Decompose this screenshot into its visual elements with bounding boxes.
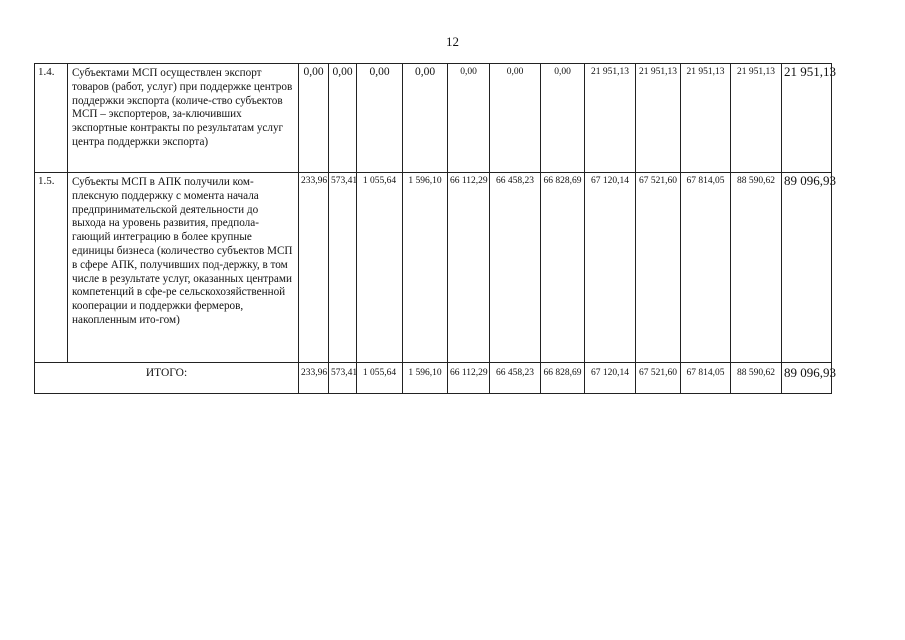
value-cell: 0,00 (403, 64, 448, 173)
table-row (35, 64, 832, 173)
value-cell: 89 096,93 (782, 173, 832, 363)
value-cell: 0,00 (299, 64, 329, 173)
total-value-cell: 1 055,64 (357, 363, 403, 394)
row-description: Субъекты МСП в АПК получили ком-плексную поддержку с момента начала предпринимательской деятельности до выхода на уровень развития, предпола-гающий интеграцию в более крупные единицы бизнеса (количество субъектов МСП в сфере АПК, получивших под-держку, в том числе в результате услуг, оказанных центрами компетенций в сфе-ре сельскохозяйственной кооперации и поддержки фермеров, накопленным ито-гом) (68, 173, 299, 363)
row-number: 1.5. (35, 173, 68, 363)
total-value-cell: 66 458,23 (490, 363, 541, 394)
value-cell: 0,00 (541, 64, 585, 173)
total-row (35, 363, 832, 394)
value-cell: 67 814,05 (681, 173, 731, 363)
total-value-cell: 233,96 (299, 363, 329, 394)
value-cell: 66 112,29 (448, 173, 490, 363)
value-cell: 21 951,13 (681, 64, 731, 173)
value-cell: 21 951,13 (782, 64, 832, 173)
value-cell: 21 951,13 (585, 64, 636, 173)
total-value-cell: 66 828,69 (541, 363, 585, 394)
row-number: 1.4. (35, 64, 68, 173)
total-value-cell: 66 112,29 (448, 363, 490, 394)
total-value-cell: 573,41 (329, 363, 357, 394)
total-value-cell: 67 814,05 (681, 363, 731, 394)
value-cell: 88 590,62 (731, 173, 782, 363)
value-cell: 67 120,14 (585, 173, 636, 363)
table-row (35, 173, 832, 363)
value-cell: 21 951,13 (731, 64, 782, 173)
value-cell: 0,00 (357, 64, 403, 173)
value-cell: 233,96 (299, 173, 329, 363)
total-value-cell: 67 120,14 (585, 363, 636, 394)
value-cell: 0,00 (448, 64, 490, 173)
value-cell: 573,41 (329, 173, 357, 363)
value-cell: 66 828,69 (541, 173, 585, 363)
value-cell: 66 458,23 (490, 173, 541, 363)
total-label: ИТОГО: (35, 363, 299, 394)
data-table (34, 63, 836, 394)
page-number: 12 (446, 34, 459, 49)
value-cell: 67 521,60 (636, 173, 681, 363)
value-cell: 1 596,10 (403, 173, 448, 363)
total-value-cell: 88 590,62 (731, 363, 782, 394)
value-cell: 0,00 (490, 64, 541, 173)
total-value-cell: 89 096,93 (782, 363, 832, 394)
total-value-cell: 1 596,10 (403, 363, 448, 394)
row-description: Субъектами МСП осуществлен экспорт товаров (работ, услуг) при поддержке центров поддержки экспорта (количе-ство субъектов МСП – экспортеров, за-ключивших экспортные контракты по результатам услуг центра поддержки экспорта) (68, 64, 299, 173)
value-cell: 21 951,13 (636, 64, 681, 173)
value-cell: 0,00 (329, 64, 357, 173)
value-cell: 1 055,64 (357, 173, 403, 363)
total-value-cell: 67 521,60 (636, 363, 681, 394)
